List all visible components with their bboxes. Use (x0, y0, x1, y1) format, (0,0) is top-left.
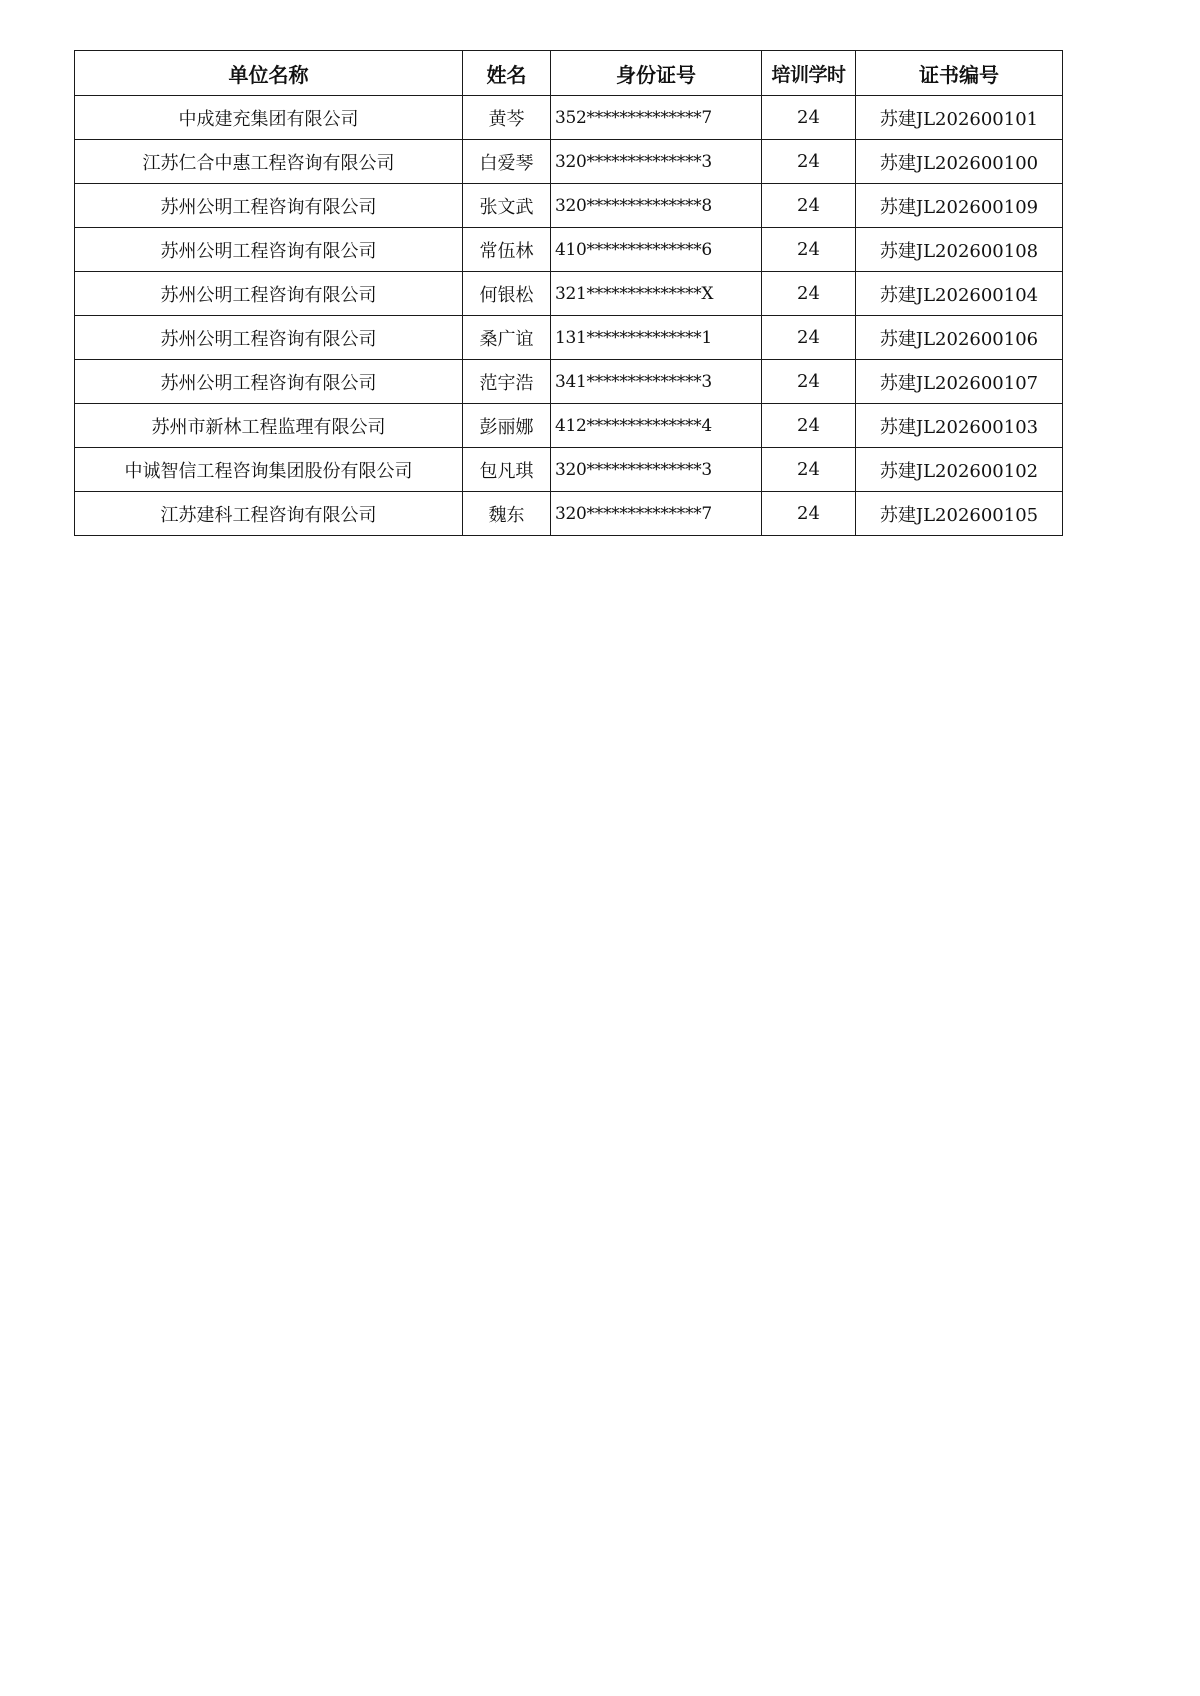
cell-training-hours: 24 (762, 228, 856, 272)
cell-id-number: 320**************7 (551, 492, 762, 536)
table-row (75, 492, 1063, 536)
table-row (75, 448, 1063, 492)
cell-company: 江苏仁合中惠工程咨询有限公司 (75, 140, 463, 184)
table-row (75, 404, 1063, 448)
header-company: 单位名称 (75, 51, 463, 96)
table-body (75, 96, 1063, 536)
cell-id-number: 131**************1 (551, 316, 762, 360)
cell-company: 苏州市新林工程监理有限公司 (75, 404, 463, 448)
cell-training-hours: 24 (762, 316, 856, 360)
cell-name: 黄芩 (463, 96, 551, 140)
cell-training-hours: 24 (762, 96, 856, 140)
cell-id-number: 410**************6 (551, 228, 762, 272)
cell-certificate-no: 苏建JL202600106 (856, 316, 1063, 360)
table-header-row (75, 51, 1063, 96)
cell-id-number: 321**************X (551, 272, 762, 316)
table-row (75, 140, 1063, 184)
cell-id-number: 320**************3 (551, 448, 762, 492)
cell-certificate-no: 苏建JL202600109 (856, 184, 1063, 228)
cell-company: 苏州公明工程咨询有限公司 (75, 272, 463, 316)
table-row (75, 272, 1063, 316)
cell-name: 范宇浩 (463, 360, 551, 404)
cell-id-number: 412**************4 (551, 404, 762, 448)
table-row (75, 316, 1063, 360)
cell-company: 苏州公明工程咨询有限公司 (75, 228, 463, 272)
cell-id-number: 341**************3 (551, 360, 762, 404)
cell-certificate-no: 苏建JL202600107 (856, 360, 1063, 404)
cell-company: 苏州公明工程咨询有限公司 (75, 184, 463, 228)
cell-name: 魏东 (463, 492, 551, 536)
cell-company: 中成建充集团有限公司 (75, 96, 463, 140)
cell-certificate-no: 苏建JL202600102 (856, 448, 1063, 492)
header-training-hours: 培训学时 (762, 51, 856, 96)
cell-certificate-no: 苏建JL202600100 (856, 140, 1063, 184)
cell-training-hours: 24 (762, 448, 856, 492)
cell-training-hours: 24 (762, 272, 856, 316)
cell-company: 苏州公明工程咨询有限公司 (75, 316, 463, 360)
certificate-table (74, 50, 1063, 536)
cell-certificate-no: 苏建JL202600104 (856, 272, 1063, 316)
cell-certificate-no: 苏建JL202600101 (856, 96, 1063, 140)
cell-id-number: 320**************3 (551, 140, 762, 184)
cell-name: 张文武 (463, 184, 551, 228)
table-row (75, 228, 1063, 272)
table-row (75, 184, 1063, 228)
cell-name: 何银松 (463, 272, 551, 316)
cell-company: 中诚智信工程咨询集团股份有限公司 (75, 448, 463, 492)
table-row (75, 360, 1063, 404)
cell-certificate-no: 苏建JL202600105 (856, 492, 1063, 536)
cell-id-number: 352**************7 (551, 96, 762, 140)
cell-name: 桑广谊 (463, 316, 551, 360)
cell-certificate-no: 苏建JL202600103 (856, 404, 1063, 448)
cell-training-hours: 24 (762, 404, 856, 448)
header-name: 姓名 (463, 51, 551, 96)
cell-company: 苏州公明工程咨询有限公司 (75, 360, 463, 404)
training-certificate-sheet (74, 50, 1063, 536)
cell-name: 包凡琪 (463, 448, 551, 492)
cell-training-hours: 24 (762, 492, 856, 536)
cell-company: 江苏建科工程咨询有限公司 (75, 492, 463, 536)
cell-id-number: 320**************8 (551, 184, 762, 228)
table-row (75, 96, 1063, 140)
cell-training-hours: 24 (762, 184, 856, 228)
header-certificate-no: 证书编号 (856, 51, 1063, 96)
cell-training-hours: 24 (762, 360, 856, 404)
cell-name: 常伍林 (463, 228, 551, 272)
cell-certificate-no: 苏建JL202600108 (856, 228, 1063, 272)
cell-name: 白爱琴 (463, 140, 551, 184)
header-id-number: 身份证号 (551, 51, 762, 96)
cell-name: 彭丽娜 (463, 404, 551, 448)
cell-training-hours: 24 (762, 140, 856, 184)
